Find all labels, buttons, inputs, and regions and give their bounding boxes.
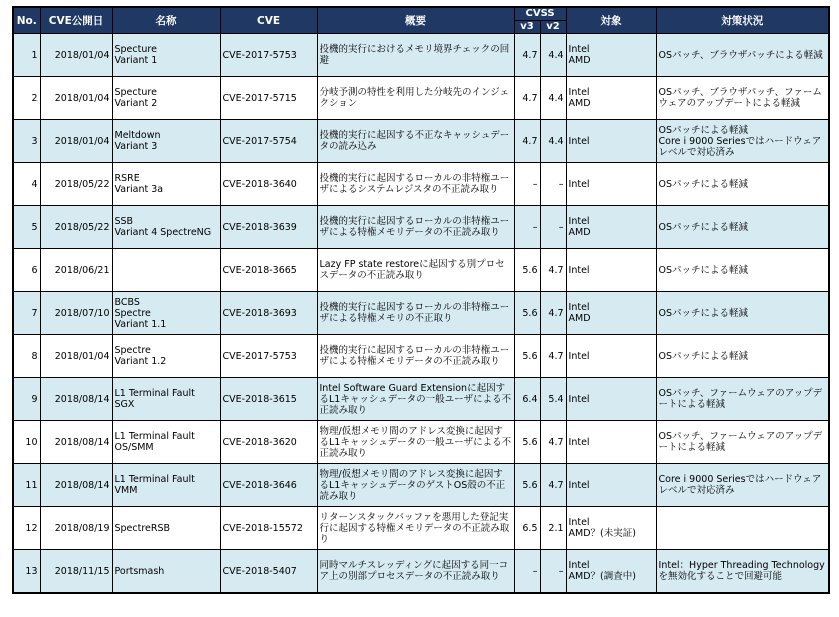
cell-name: L1 Terminal Fault VMM [112, 464, 220, 507]
header-cvss: CVSS [514, 7, 566, 21]
cell-cvss-v2: 2.1 [540, 507, 566, 550]
cell-cve: CVE-2017-5753 [220, 34, 317, 77]
cell-summary: 物理/仮想メモリ間のアドレス変換に起因するL1キャッシュデータのゲストOS殻の不正読み取り [317, 464, 514, 507]
cell-date: 2018/08/14 [40, 378, 112, 421]
cell-status: OSパッチによる軽減 Core i 9000 Seriesではハードウェアレベルで対応済み [656, 120, 829, 163]
cell-date: 2018/11/15 [40, 550, 112, 594]
cell-target: Intel [566, 120, 656, 163]
cell-name: SSB Variant 4 SpectreNG [112, 206, 220, 249]
table-row [13, 77, 829, 120]
cell-target: Intel [566, 163, 656, 206]
cell-date: 2018/01/04 [40, 34, 112, 77]
cell-cve: CVE-2018-3693 [220, 292, 317, 335]
cell-cvss-v3: 6.4 [514, 378, 540, 421]
cell-target: Intel AMD？(調査中) [566, 550, 656, 594]
cell-target: Intel AMD [566, 34, 656, 77]
cell-summary: 投機的実行に起因する不正なキャッシュデータの読み込み [317, 120, 514, 163]
cell-summary: 投機的実行に起因するローカルの非特権ユーザによるシステムレジスタの不正読み取り [317, 163, 514, 206]
cell-date: 2018/06/21 [40, 249, 112, 292]
cve-table-container [12, 6, 828, 594]
cell-summary: 物理/仮想メモリ間のアドレス変換に起因するL1キャッシュデータの一般ユーザによる不正読み取り [317, 421, 514, 464]
cell-summary: 投機的実行に起因するローカルの非特権ユーザによる特権メモリの不正取り [317, 292, 514, 335]
cell-summary: 分岐予測の特性を利用した分岐先のインジェクション [317, 77, 514, 120]
cell-no: 13 [13, 550, 40, 594]
table-row [13, 421, 829, 464]
cell-cvss-v2: 4.4 [540, 120, 566, 163]
cell-cvss-v2: – [540, 163, 566, 206]
cell-cvss-v2: 4.7 [540, 249, 566, 292]
cell-target: Intel [566, 464, 656, 507]
cell-cve: CVE-2017-5715 [220, 77, 317, 120]
cell-target: Intel AMD [566, 206, 656, 249]
cell-cvss-v3: – [514, 550, 540, 594]
cell-date: 2018/08/14 [40, 464, 112, 507]
cell-status: OSパッチ、ブラウザパッチによる軽減 [656, 34, 829, 77]
cell-date: 2018/08/14 [40, 421, 112, 464]
cell-target: Intel AMD [566, 292, 656, 335]
header-summary: 概要 [317, 7, 514, 34]
cell-status [656, 507, 829, 550]
cell-status: Core i 9000 Seriesではハードウェアレベルで対応済み [656, 464, 829, 507]
cell-cve: CVE-2018-3620 [220, 421, 317, 464]
cell-status: OSパッチによる軽減 [656, 335, 829, 378]
cell-no: 2 [13, 77, 40, 120]
cell-no: 1 [13, 34, 40, 77]
cell-summary: 同時マルチスレッディングに起因する同一コア上の別部プロセスデータの不正読み取り [317, 550, 514, 594]
cell-name: Spectre Variant 1.2 [112, 335, 220, 378]
cell-cve: CVE-2018-3615 [220, 378, 317, 421]
cell-target: Intel [566, 421, 656, 464]
cell-cve: CVE-2018-3665 [220, 249, 317, 292]
cell-name: Portsmash [112, 550, 220, 594]
table-row [13, 206, 829, 249]
cell-name [112, 249, 220, 292]
cell-cvss-v2: 4.7 [540, 421, 566, 464]
cell-name: Meltdown Variant 3 [112, 120, 220, 163]
cell-name: L1 Terminal Fault SGX [112, 378, 220, 421]
cell-target: Intel [566, 335, 656, 378]
cell-no: 5 [13, 206, 40, 249]
cell-summary: Lazy FP state restoreに起因する別プロセスデータの不正読み取り [317, 249, 514, 292]
cell-cve: CVE-2018-3646 [220, 464, 317, 507]
cell-name: Specture Variant 2 [112, 77, 220, 120]
cell-date: 2018/05/22 [40, 163, 112, 206]
cell-target: Intel [566, 249, 656, 292]
cell-date: 2018/01/04 [40, 77, 112, 120]
table-row [13, 120, 829, 163]
cell-cve: CVE-2018-15572 [220, 507, 317, 550]
cell-no: 8 [13, 335, 40, 378]
cell-cvss-v3: 5.6 [514, 292, 540, 335]
header-name: 名称 [112, 7, 220, 34]
cell-cvss-v2: 4.4 [540, 34, 566, 77]
cell-no: 7 [13, 292, 40, 335]
cell-summary: 投機的実行に起因するローカルの非特権ユーザによる特権メモリデータの不正読み取り [317, 335, 514, 378]
table-body [13, 34, 829, 594]
cell-cvss-v3: 4.7 [514, 120, 540, 163]
cell-cvss-v3: 5.6 [514, 421, 540, 464]
cell-summary: Intel Software Guard Extensionに起因するL1キャッシュデータの一般ユーザによる不正読み取り [317, 378, 514, 421]
cell-status: OSパッチ、ファームウェアのアップデートによる軽減 [656, 421, 829, 464]
cell-cvss-v3: 5.6 [514, 464, 540, 507]
cell-status: OSパッチによる軽減 [656, 292, 829, 335]
cell-name: SpectreRSB [112, 507, 220, 550]
cell-date: 2018/07/10 [40, 292, 112, 335]
header-cve: CVE [220, 7, 317, 34]
cell-target: Intel AMD？(未実証) [566, 507, 656, 550]
table-row [13, 464, 829, 507]
header-no: No. [13, 7, 40, 34]
cell-name: L1 Terminal Fault OS/SMM [112, 421, 220, 464]
cell-status: OSパッチによる軽減 [656, 249, 829, 292]
cell-cve: CVE-2018-3640 [220, 163, 317, 206]
cell-no: 12 [13, 507, 40, 550]
cell-cvss-v3: 4.7 [514, 77, 540, 120]
cell-status: OSパッチ、ブラウザパッチ、ファームウェアのアップデートによる軽減 [656, 77, 829, 120]
table-row [13, 249, 829, 292]
cell-cvss-v3: 6.5 [514, 507, 540, 550]
cell-cve: CVE-2018-5407 [220, 550, 317, 594]
cell-cvss-v2: 4.7 [540, 292, 566, 335]
cell-cve: CVE-2017-5753 [220, 335, 317, 378]
cell-no: 10 [13, 421, 40, 464]
cell-date: 2018/01/04 [40, 120, 112, 163]
cell-summary: 投機的実行に起因するローカルの非特権ユーザによる特権メモリデータの不正読み取り [317, 206, 514, 249]
cell-cvss-v3: 5.6 [514, 249, 540, 292]
cell-date: 2018/08/19 [40, 507, 112, 550]
table-row [13, 550, 829, 594]
cve-table [12, 6, 830, 594]
table-row [13, 34, 829, 77]
cell-no: 6 [13, 249, 40, 292]
cell-cvss-v2: 4.7 [540, 464, 566, 507]
cell-no: 9 [13, 378, 40, 421]
cell-target: Intel AMD [566, 77, 656, 120]
cell-no: 4 [13, 163, 40, 206]
header-status: 対策状況 [656, 7, 829, 34]
table-row [13, 378, 829, 421]
header-cvss-v2: v2 [540, 21, 566, 34]
table-row [13, 163, 829, 206]
cell-cvss-v3: – [514, 206, 540, 249]
cell-date: 2018/05/22 [40, 206, 112, 249]
cell-summary: リターンスタックバッファを悪用した登記実行に起因する特権メモリデータの不正読み取り [317, 507, 514, 550]
cell-name: BCBS Spectre Variant 1.1 [112, 292, 220, 335]
cell-status: OSパッチ、ファームウェアのアップデートによる軽減 [656, 378, 829, 421]
cell-cvss-v2: 5.4 [540, 378, 566, 421]
cell-cvss-v2: 4.7 [540, 335, 566, 378]
cell-no: 11 [13, 464, 40, 507]
cell-status: OSパッチによる軽減 [656, 206, 829, 249]
cell-cvss-v3: – [514, 163, 540, 206]
cell-status: Intel：Hyper Threading Technologyを無効化することで回避可能 [656, 550, 829, 594]
cell-summary: 投機的実行におけるメモリ境界チェックの回避 [317, 34, 514, 77]
cell-cvss-v2: 4.4 [540, 77, 566, 120]
cell-cve: CVE-2018-3639 [220, 206, 317, 249]
header-date: CVE公開日 [40, 7, 112, 34]
header-cvss-v3: v3 [514, 21, 540, 34]
cell-cvss-v2: – [540, 550, 566, 594]
header-target: 対象 [566, 7, 656, 34]
cell-date: 2018/01/04 [40, 335, 112, 378]
cell-name: RSRE Variant 3a [112, 163, 220, 206]
cell-cvss-v2: – [540, 206, 566, 249]
table-row [13, 507, 829, 550]
cell-cvss-v3: 4.7 [514, 34, 540, 77]
cell-cvss-v3: 5.6 [514, 335, 540, 378]
cell-name: Specture Variant 1 [112, 34, 220, 77]
cell-status: OSパッチによる軽減 [656, 163, 829, 206]
table-row [13, 292, 829, 335]
cell-cve: CVE-2017-5754 [220, 120, 317, 163]
table-header [13, 7, 829, 34]
cell-no: 3 [13, 120, 40, 163]
table-row [13, 335, 829, 378]
cell-target: Intel [566, 378, 656, 421]
